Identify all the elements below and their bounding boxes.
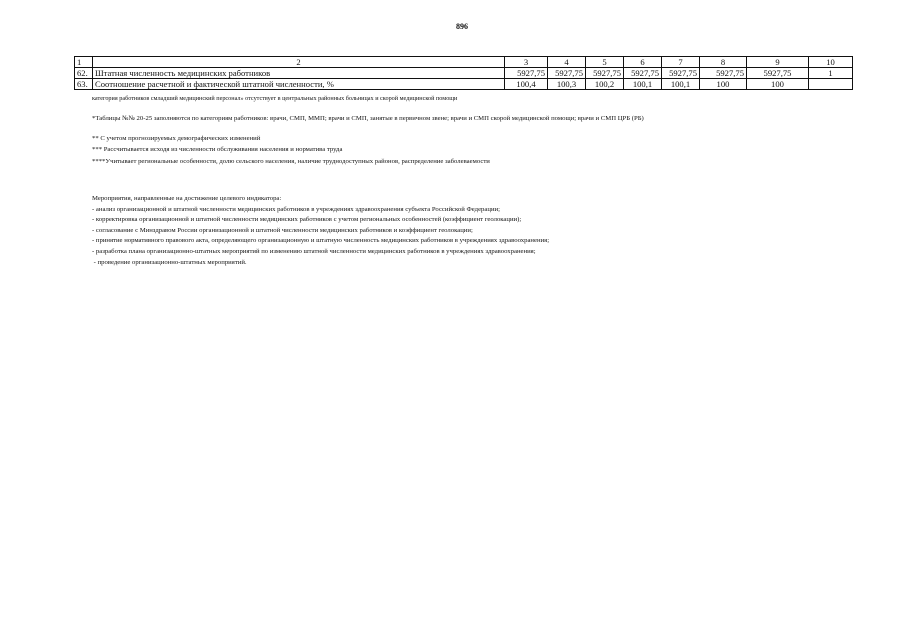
regional-footnote: ****Учитывает региональные особенности, долю сельского населения, наличие труднодоступных районов, распределение заболеваемости xyxy=(92,158,490,165)
header-cell: 1 xyxy=(75,57,93,68)
value-cell: 5927,75 xyxy=(662,68,700,79)
table-header-row xyxy=(75,57,853,68)
calculated-footnote: *** Рассчитывается исходя из численности обслуживания населения и норматива труда xyxy=(92,146,343,153)
measure-item: - разработка плана организационно-штатных мероприятий по изменению штатной численности медицинских работников в учреждениях здравоохранения; xyxy=(92,247,536,255)
header-cell: 10 xyxy=(809,57,853,68)
measure-item: - согласование с Минздравом России организационной и штатной численности медицинских работников и коэффициент геолокации; xyxy=(92,226,473,234)
header-cell: 9 xyxy=(747,57,809,68)
table-row xyxy=(75,68,853,79)
value-cell: 5927,75 xyxy=(624,68,662,79)
value-cell: 100,4 xyxy=(505,79,548,90)
header-cell: 7 xyxy=(662,57,700,68)
page-number: 896 xyxy=(456,22,468,31)
demographic-footnote: ** С учетом прогнозируемых демографических изменений xyxy=(92,135,261,142)
value-cell: 100,1 xyxy=(624,79,662,90)
value-cell: 5927,75 xyxy=(700,68,747,79)
row-number: 63. xyxy=(75,79,93,90)
measure-item: - принятие нормативного правового акта, определяющего организационную и штатную численность медицинских работников в учреждениях здравоохранения; xyxy=(92,237,550,245)
value-cell: 1 xyxy=(809,68,853,79)
table-row xyxy=(75,79,853,90)
header-cell: 5 xyxy=(586,57,624,68)
value-cell: 100,2 xyxy=(586,79,624,90)
category-footnote: категория работников смладший медицинский персонал» отсутствует в центральных районных больницах и скорой медицинской помощи xyxy=(92,95,458,102)
header-cell: 2 xyxy=(93,57,505,68)
row-name: Соотношение расчетной и фактической штатной численности, % xyxy=(93,79,505,90)
value-cell: 5927,75 xyxy=(505,68,548,79)
value-cell: 5927,75 xyxy=(747,68,809,79)
value-cell xyxy=(809,79,853,90)
header-cell: 8 xyxy=(700,57,747,68)
value-cell: 5927,75 xyxy=(548,68,586,79)
measures-section xyxy=(92,194,549,268)
measures-title: Мероприятия, направленные на достижение целевого индикатора: xyxy=(92,195,282,202)
value-cell: 100,1 xyxy=(662,79,700,90)
row-number: 62. xyxy=(75,68,93,79)
value-cell: 100 xyxy=(747,79,809,90)
value-cell: 100 xyxy=(700,79,747,90)
indicator-table xyxy=(74,56,853,90)
measure-item: - проведение организационно-штатных мероприятий. xyxy=(92,258,247,266)
measure-item: - корректировка организационной и штатной численности медицинских работников с учетом региональных особенностей (коэффициент геолокации); xyxy=(92,216,522,224)
value-cell: 100,3 xyxy=(548,79,586,90)
header-cell: 3 xyxy=(505,57,548,68)
row-name: Штатная численность медицинских работников xyxy=(93,68,505,79)
header-cell: 4 xyxy=(548,57,586,68)
value-cell: 5927,75 xyxy=(586,68,624,79)
tables-footnote: *Таблицы №№ 20-25 заполняются по категориям работников: врачи, СМП, ММП; врачи и СМП, занятые в первичном звене; врачи и СМП скорой медицинской помощи; врачи и СМП ЦРБ (РБ) xyxy=(92,115,644,122)
header-cell: 6 xyxy=(624,57,662,68)
measure-item: - анализ организационной и штатной численности медицинских работников в учреждениях здравоохранения субъекта Российской Федерации; xyxy=(92,205,500,213)
